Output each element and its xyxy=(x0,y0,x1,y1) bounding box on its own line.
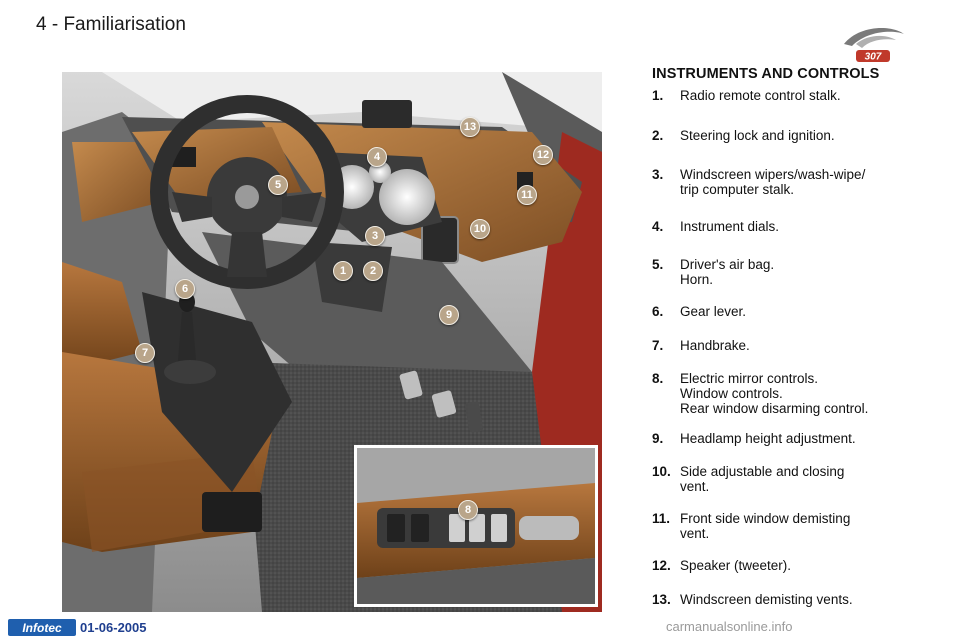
item-number: 6. xyxy=(652,304,664,319)
item-text: Front side window demisting vent. xyxy=(680,511,851,541)
item-number: 3. xyxy=(652,167,664,182)
item-number: 8. xyxy=(652,371,664,386)
callout-9: 9 xyxy=(439,305,459,325)
callout-4: 4 xyxy=(367,147,387,167)
item-text: Driver's air bag. Horn. xyxy=(680,257,775,287)
callout-8: 8 xyxy=(458,500,478,520)
item-text: Instrument dials. xyxy=(680,219,780,234)
item-text: Windscreen demisting vents. xyxy=(680,592,853,607)
item-number: 1. xyxy=(652,88,664,103)
callout-12: 12 xyxy=(533,145,553,165)
item-number: 5. xyxy=(652,257,664,272)
section-title: INSTRUMENTS AND CONTROLS xyxy=(652,66,880,82)
callout-13: 13 xyxy=(460,117,480,137)
logo-model-text: 307 xyxy=(864,51,882,63)
item-number: 12. xyxy=(652,558,671,573)
watermark: carmanualsonline.info xyxy=(666,619,793,634)
callout-6: 6 xyxy=(175,279,195,299)
peugeot-307-logo xyxy=(838,24,910,64)
item-text: Side adjustable and closing vent. xyxy=(680,464,845,494)
door-controls-inset xyxy=(354,445,598,607)
item-text: Radio remote control stalk. xyxy=(680,88,841,103)
item-number: 10. xyxy=(652,464,671,479)
item-number: 2. xyxy=(652,128,664,143)
item-text: Headlamp height adjustment. xyxy=(680,431,856,446)
item-number: 7. xyxy=(652,338,664,353)
callout-1: 1 xyxy=(333,261,353,281)
item-text: Gear lever. xyxy=(680,304,747,319)
callout-5: 5 xyxy=(268,175,288,195)
callout-10: 10 xyxy=(470,219,490,239)
footer-date: 01-06-2005 xyxy=(80,620,147,635)
callout-7: 7 xyxy=(135,343,155,363)
item-number: 13. xyxy=(652,592,671,607)
callout-2: 2 xyxy=(363,261,383,281)
item-number: 4. xyxy=(652,219,664,234)
item-text: Electric mirror controls. Window controls. Rear window disarming control. xyxy=(680,371,869,416)
item-text: Steering lock and ignition. xyxy=(680,128,835,143)
callout-3: 3 xyxy=(365,226,385,246)
item-text: Windscreen wipers/wash-wipe/ trip computer stalk. xyxy=(680,167,866,197)
item-number: 9. xyxy=(652,431,664,446)
page-header: 4 - Familiarisation xyxy=(36,14,186,35)
item-number: 11. xyxy=(652,511,671,526)
item-text: Speaker (tweeter). xyxy=(680,558,792,573)
item-text: Handbrake. xyxy=(680,338,750,353)
infotec-badge: Infotec xyxy=(8,619,76,636)
callout-11: 11 xyxy=(517,185,537,205)
